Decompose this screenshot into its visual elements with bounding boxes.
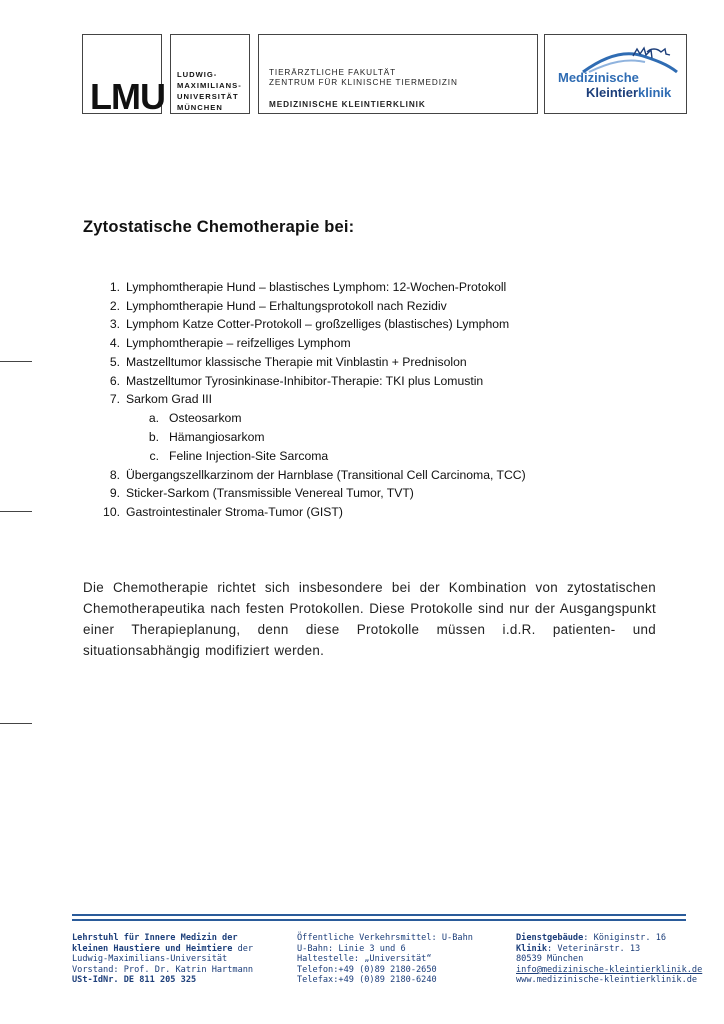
footer-text: Klinik: Veterinärstr. 13 (516, 943, 641, 954)
lmu-wordmark: LMU (90, 76, 165, 117)
fold-mark-bottom (0, 723, 32, 724)
list-item: 6. Mastzelltumor Tyrosinkinase-Inhibitor-Therapie: TKI plus Lomustin (109, 374, 484, 388)
university-name-line: MAXIMILIANS- (177, 81, 242, 90)
list-item: 7. Sarkom Grad III (109, 392, 213, 406)
faculty-box (258, 34, 538, 114)
list-item: 8. Übergangszellkarzinom der Harnblase (Transitional Cell Carcinoma, TCC) (109, 468, 526, 482)
footer-text: 80539 München (516, 954, 584, 965)
footer-address-info (516, 933, 702, 986)
footer-text: kleinen Haustiere und Heimtiere der (72, 943, 254, 954)
footer-fax: Telefax:+49 (0)89 2180-6240 (297, 975, 437, 986)
logo-text-line2 (586, 86, 671, 99)
clinic-logo (544, 34, 687, 114)
footer-phone: Telefon:+49 (0)89 2180-2650 (297, 964, 437, 975)
footer-text: Ludwig-Maximilians-Universität (72, 954, 228, 965)
list-item: 5. Mastzelltumor klassische Therapie mit Vinblastin + Prednisolon (109, 355, 467, 369)
footer-website-link[interactable]: www.medizinische-kleintierklinik.de (516, 975, 698, 986)
university-name-line: UNIVERSITÄT (177, 92, 239, 101)
footer-rule-top (72, 914, 686, 916)
list-subitem: b. Hämangiosarkom (148, 430, 265, 444)
clinic-name: MEDIZINISCHE KLEINTIERKLINIK (269, 100, 426, 109)
footer-text: Lehrstuhl für Innere Medizin der (72, 933, 238, 943)
fold-mark-middle (0, 511, 32, 512)
list-item: 9. Sticker-Sarkom (Transmissible Venereal Tumor, TVT) (109, 486, 414, 500)
footer-text: Haltestelle: „Universität“ (297, 954, 432, 965)
list-item: 1. Lymphomtherapie Hund – blastisches Lymphom: 12-Wochen-Protokoll (109, 280, 507, 294)
fold-mark-top (0, 361, 32, 362)
list-subitem: c. Feline Injection-Site Sarcoma (149, 449, 329, 463)
list-item: 2. Lymphomtherapie Hund – Erhaltungsprotokoll nach Rezidiv (109, 299, 447, 313)
footer-transport-info (297, 933, 473, 986)
logo-text-kleintier: Kleintier (586, 85, 639, 100)
faculty-name: TIERÄRZTLICHE FAKULTÄT (269, 68, 397, 77)
list-item: 4. Lymphomtherapie – reifzelliges Lymphom (109, 336, 351, 350)
footer-email-link[interactable]: info@medizinische-kleintierklinik.de (516, 964, 703, 975)
footer-rule-bottom (72, 919, 686, 921)
list-subitem: a. Osteosarkom (148, 411, 242, 425)
footer-text: Dienstgebäude: Königinstr. 16 (516, 933, 667, 943)
list-item: 3. Lymphom Katze Cotter-Protokoll – großzelliges (blastisches) Lymphom (109, 317, 510, 331)
university-name-line: MÜNCHEN (177, 103, 223, 112)
logo-text-line1: Medizinische (558, 70, 639, 85)
lmu-logo (82, 34, 165, 117)
page-title: Zytostatische Chemotherapie bei: (83, 218, 355, 236)
logo-text-klinik: klinik (638, 85, 672, 100)
center-name: ZENTRUM FÜR KLINISCHE TIERMEDIZIN (269, 78, 458, 87)
university-name-box (170, 34, 250, 114)
footer-text: USt-IdNr. DE 811 205 325 (72, 975, 197, 986)
body-paragraph: Die Chemotherapie richtet sich insbesondere bei der Kombination von zytostatischen Chemotherapeutika nach festen Protokollen. Diese Protokolle sind nur der Ausgangspunkt einer Therapieplanung, denn diese Protokolle müssen i.d.R. patienten- und situationsabhängig modifiziert werden. (83, 580, 656, 658)
list-item: 10. Gastrointestinaler Stroma-Tumor (GIST) (103, 505, 343, 519)
footer-text: U-Bahn: Linie 3 und 6 (297, 943, 406, 954)
footer-text: Vorstand: Prof. Dr. Katrin Hartmann (72, 964, 254, 975)
footer-chair-info (72, 933, 253, 986)
university-name-line: LUDWIG- (177, 70, 218, 79)
footer-text: Öffentliche Verkehrsmittel: U-Bahn (297, 933, 473, 943)
